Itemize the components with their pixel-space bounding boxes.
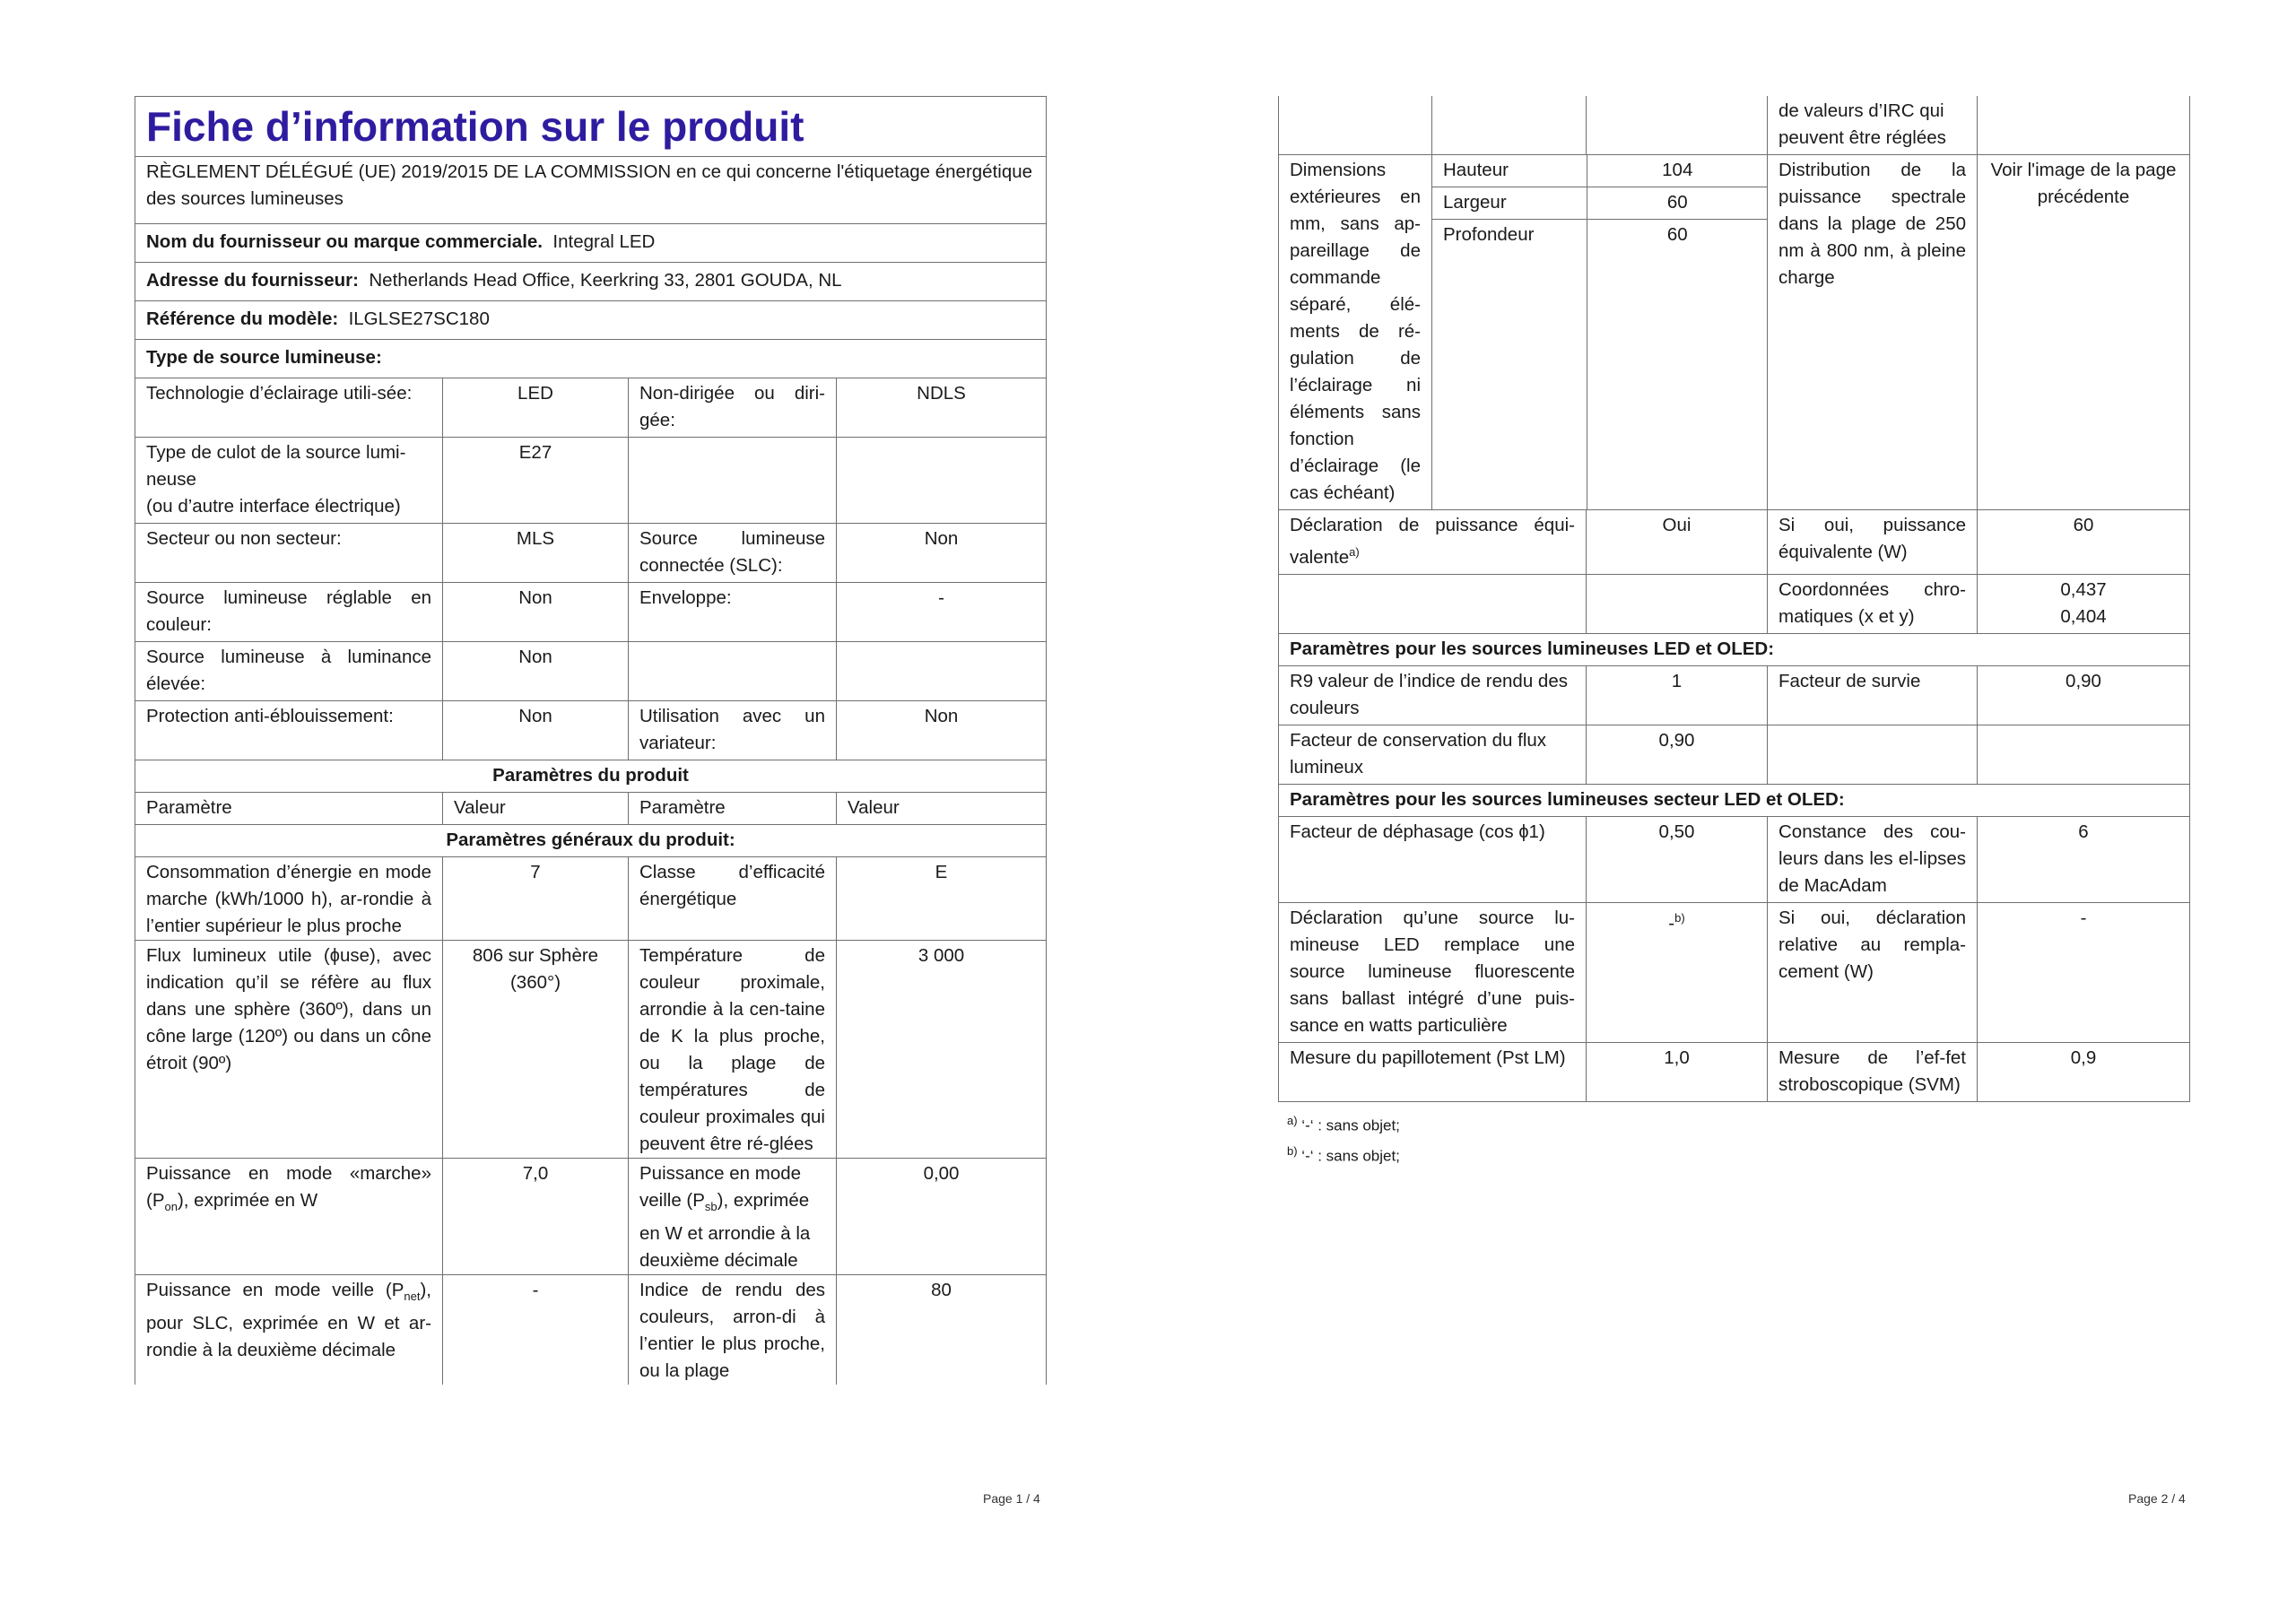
width-value: 60 bbox=[1587, 187, 1768, 220]
height-value: 104 bbox=[1587, 155, 1768, 187]
supplier-label: Nom du fournisseur ou marque commerciale. bbox=[146, 231, 543, 252]
col-param-2: Paramètre bbox=[629, 793, 837, 825]
page2-footer: Page 2 / 4 bbox=[2128, 1491, 2186, 1506]
replace-power-value: - bbox=[1978, 902, 2190, 1042]
page1-table bbox=[135, 96, 1047, 1385]
mains-led-heading: Paramètres pour les sources lumineuses secteur LED et OLED: bbox=[1279, 784, 2190, 816]
cri-label: Indice de rendu des couleurs, arron-di à l’entier le plus proche, ou la plage bbox=[629, 1275, 837, 1385]
replace-value bbox=[1587, 902, 1768, 1042]
macadam-value: 6 bbox=[1978, 816, 2190, 902]
table-row bbox=[135, 1275, 1047, 1385]
survival-value: 0,90 bbox=[1978, 665, 2190, 725]
replace-power-label: Si oui, déclaration relative au rempla-cement (W) bbox=[1768, 902, 1978, 1042]
regulation-text: RÈGLEMENT DÉLÉGUÉ (UE) 2019/2015 DE LA COMMISSION en ce qui concerne l'étiquetage énergétique des sources lumineuses bbox=[135, 157, 1047, 224]
pon-sub: on bbox=[164, 1200, 178, 1214]
depth-value: 60 bbox=[1587, 220, 1768, 510]
table-row bbox=[1279, 725, 2190, 784]
pnet-label-unit: ), pour SLC, exprimée en W et ar-rondie à la deuxième décimale bbox=[146, 1280, 431, 1361]
high-luminance-label: Source lumineuse à luminance élevée: bbox=[135, 642, 443, 701]
mains-led-heading-row bbox=[1279, 784, 2190, 816]
dimensions-label: Dimensions extérieures en mm, sans ap-pareillage de commande séparé, élé-ments de ré-gulation de l’éclairage ni éléments sans fonction d’éclairage (le cas échéant) bbox=[1279, 155, 1432, 510]
equiv-power-label: Si oui, puissance équivalente (W) bbox=[1768, 510, 1978, 575]
table-row bbox=[1279, 816, 2190, 902]
colour-tunable-value: Non bbox=[443, 583, 629, 642]
connected-label: Source lumineuse connectée (SLC): bbox=[629, 524, 837, 583]
title-row bbox=[135, 97, 1047, 157]
footnote-a-mark: a) bbox=[1287, 1114, 1298, 1127]
address-row bbox=[135, 263, 1047, 301]
cap-label-note: (ou d’autre interface électrique) bbox=[146, 496, 401, 517]
macadam-label: Constance des cou-leurs dans les el-lipses de MacAdam bbox=[1768, 816, 1978, 902]
r9-label: R9 valeur de l’indice de rendu des couleurs bbox=[1279, 665, 1587, 725]
table-row bbox=[135, 1159, 1047, 1275]
energy-value: 7 bbox=[443, 857, 629, 941]
equiv-label-text: Déclaration de puissance équi-valente bbox=[1290, 515, 1575, 568]
psb-label-unit: ), exprimée en W et arrondie à la deuxième décimale bbox=[639, 1190, 811, 1272]
colour-tunable-label: Source lumineuse réglable en couleur: bbox=[135, 583, 443, 642]
params-heading: Paramètres du produit bbox=[135, 760, 1047, 793]
table-row bbox=[1279, 96, 2190, 155]
flicker-label: Mesure du papillotement (Pst LM) bbox=[1279, 1042, 1587, 1101]
replace-label: Déclaration qu’une source lu-mineuse LED remplace une source lumineuse fluorescente sans ballast intégré d’une puis-sance en watts particulière bbox=[1279, 902, 1587, 1042]
chroma-x: 0,437 bbox=[2060, 578, 2107, 600]
flicker-value: 1,0 bbox=[1587, 1042, 1768, 1101]
model-value: ILGLSE27SC180 bbox=[348, 308, 490, 329]
supplier-value: Integral LED bbox=[552, 231, 656, 252]
table-row bbox=[135, 524, 1047, 583]
footnote-b-text: ‘-‘ : sans objet; bbox=[1301, 1147, 1400, 1165]
table-row bbox=[1279, 510, 2190, 575]
col-param-1: Paramètre bbox=[135, 793, 443, 825]
footnote-a bbox=[1287, 1114, 1400, 1135]
pnet-value: - bbox=[443, 1275, 629, 1385]
type-heading-row bbox=[135, 340, 1047, 378]
antiglare-label: Protection anti-éblouissement: bbox=[135, 701, 443, 760]
table-row bbox=[135, 378, 1047, 438]
spd-label: Distribution de la puissance spectrale dans la plage de 250 nm à 800 nm, à pleine charge bbox=[1768, 155, 1978, 510]
cri-value: 80 bbox=[837, 1275, 1047, 1385]
table-row bbox=[135, 438, 1047, 524]
page-title: Fiche d’information sur le produit bbox=[135, 97, 1047, 157]
high-luminance-value: Non bbox=[443, 642, 629, 701]
connected-value: Non bbox=[837, 524, 1047, 583]
class-label: Classe d’efficacité énergétique bbox=[629, 857, 837, 941]
psb-label bbox=[629, 1159, 837, 1275]
tech-value: LED bbox=[443, 378, 629, 438]
pon-label-text: Puissance en mode «marche» (P bbox=[146, 1163, 431, 1211]
table-row bbox=[1279, 665, 2190, 725]
directed-label: Non-dirigée ou diri-gée: bbox=[629, 378, 837, 438]
cct-value: 3 000 bbox=[837, 941, 1047, 1159]
equiv-power-value: 60 bbox=[1978, 510, 2190, 575]
survival-label: Facteur de survie bbox=[1768, 665, 1978, 725]
dimensions-subtable bbox=[1432, 155, 1768, 509]
cap-value: E27 bbox=[443, 438, 629, 524]
psb-value: 0,00 bbox=[837, 1159, 1047, 1275]
psb-label-text: Puissance en mode veille (P bbox=[639, 1163, 802, 1211]
depth-label: Profondeur bbox=[1432, 220, 1587, 510]
height-label: Hauteur bbox=[1432, 155, 1587, 187]
strobo-value: 0,9 bbox=[1978, 1042, 2190, 1101]
r9-value: 1 bbox=[1587, 665, 1768, 725]
dimmable-label: Utilisation avec un variateur: bbox=[629, 701, 837, 760]
pon-label-unit: ), exprimée en W bbox=[177, 1190, 318, 1211]
maintenance-value: 0,90 bbox=[1587, 725, 1768, 784]
width-label: Largeur bbox=[1432, 187, 1587, 220]
energy-label: Consommation d’énergie en mode marche (kWh/1000 h), ar-rondie à l’entier supérieur le plus proche bbox=[135, 857, 443, 941]
supplier-row bbox=[135, 224, 1047, 263]
pon-label bbox=[135, 1159, 443, 1275]
table-row bbox=[135, 701, 1047, 760]
col-value-2: Valeur bbox=[837, 793, 1047, 825]
psb-sub: sb bbox=[704, 1200, 718, 1214]
equiv-note-mark: a) bbox=[1349, 545, 1360, 559]
chroma-value bbox=[1978, 574, 2190, 633]
envelope-value: - bbox=[837, 583, 1047, 642]
dimmable-value: Non bbox=[837, 701, 1047, 760]
params-heading-row bbox=[135, 760, 1047, 793]
column-header-row bbox=[135, 793, 1047, 825]
footnote-a-text: ‘-‘ : sans objet; bbox=[1301, 1116, 1400, 1134]
strobo-label: Mesure de l’ef-fet stroboscopique (SVM) bbox=[1768, 1042, 1978, 1101]
dimensions-row bbox=[1279, 155, 2190, 510]
col-value-1: Valeur bbox=[443, 793, 629, 825]
table-row bbox=[1279, 902, 2190, 1042]
cap-label: Type de culot de la source lumi-neuse bbox=[146, 442, 406, 490]
spd-value: Voir l'image de la page précédente bbox=[1978, 155, 2190, 510]
mains-value: MLS bbox=[443, 524, 629, 583]
replace-note-mark: b) bbox=[1674, 910, 1685, 925]
flux-label: Flux lumineux utile (ɸuse), avec indication qu’il se réfère au flux dans une sphère (360º), dans un cône large (120º) ou dans un cône étroit (90º) bbox=[135, 941, 443, 1159]
page1-footer: Page 1 / 4 bbox=[983, 1491, 1040, 1506]
table-row bbox=[135, 857, 1047, 941]
replace-value-text: - bbox=[1668, 912, 1675, 934]
footnote-b bbox=[1287, 1144, 1400, 1166]
regulation-row bbox=[135, 157, 1047, 224]
chroma-label: Coordonnées chro-matiques (x et y) bbox=[1768, 574, 1978, 633]
table-row bbox=[1279, 574, 2190, 633]
footnote-b-mark: b) bbox=[1287, 1144, 1298, 1158]
tech-label: Technologie d’éclairage utili-sée: bbox=[135, 378, 443, 438]
equiv-label bbox=[1279, 510, 1587, 575]
maintenance-label: Facteur de conservation du flux lumineux bbox=[1279, 725, 1587, 784]
table-row bbox=[1279, 1042, 2190, 1101]
type-heading: Type de source lumineuse: bbox=[135, 340, 1047, 378]
equiv-value: Oui bbox=[1587, 510, 1768, 575]
cosphi-value: 0,50 bbox=[1587, 816, 1768, 902]
model-label: Référence du modèle: bbox=[146, 308, 339, 329]
table-row bbox=[135, 642, 1047, 701]
table-row bbox=[135, 583, 1047, 642]
pnet-sub: net bbox=[404, 1290, 421, 1304]
envelope-label: Enveloppe: bbox=[629, 583, 837, 642]
antiglare-value: Non bbox=[443, 701, 629, 760]
address-value: Netherlands Head Office, Keerkring 33, 2801 GOUDA, NL bbox=[369, 270, 842, 291]
pnet-label bbox=[135, 1275, 443, 1385]
pnet-label-text: Puissance en mode veille (P bbox=[146, 1280, 404, 1301]
led-heading-row bbox=[1279, 633, 2190, 665]
cosphi-label: Facteur de déphasage (cos ɸ1) bbox=[1279, 816, 1587, 902]
mains-label: Secteur ou non secteur: bbox=[135, 524, 443, 583]
class-value: E bbox=[837, 857, 1047, 941]
led-heading: Paramètres pour les sources lumineuses LED et OLED: bbox=[1279, 633, 2190, 665]
flux-value: 806 sur Sphère (360°) bbox=[443, 941, 629, 1159]
general-heading: Paramètres généraux du produit: bbox=[135, 825, 1047, 857]
pon-value: 7,0 bbox=[443, 1159, 629, 1275]
chroma-y: 0,404 bbox=[2060, 605, 2107, 627]
directed-value: NDLS bbox=[837, 378, 1047, 438]
general-heading-row bbox=[135, 825, 1047, 857]
cri-continued: de valeurs d’IRC qui peuvent être réglées bbox=[1768, 96, 1978, 155]
address-label: Adresse du fournisseur: bbox=[146, 270, 359, 291]
cct-label: Température de couleur proximale, arrondie à la cen-taine de K la plus proche, ou la plage de températures de couleur proximales qui peuvent être ré-glées bbox=[629, 941, 837, 1159]
model-row bbox=[135, 301, 1047, 340]
table-row bbox=[135, 941, 1047, 1159]
page2-table bbox=[1278, 96, 2190, 1102]
